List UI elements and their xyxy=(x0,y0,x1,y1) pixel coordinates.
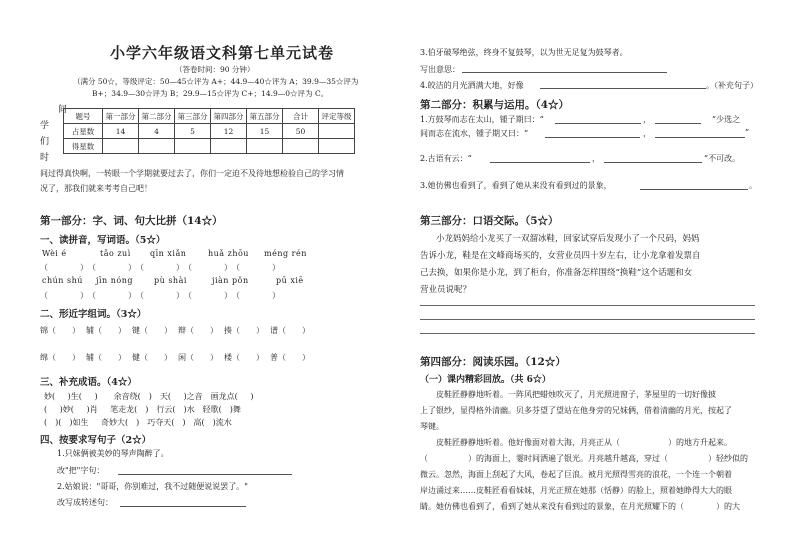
period: 。 xyxy=(749,181,757,190)
table-cell: 50 xyxy=(283,124,319,139)
part3-title: 第三部分：口语交际。（5☆） xyxy=(420,215,559,227)
reading-line5[interactable]: （ ）的海面上，霎时间洒遍了银光。月亮越升越高，穿过（ ）轻纱似的 xyxy=(420,454,748,463)
answer-line[interactable] xyxy=(540,88,706,89)
pinyin-item: méng rén xyxy=(264,249,307,258)
accum-3: 3.她仿佛也看到了，看到了她从来没有看到过的景象， xyxy=(420,181,612,190)
idiom-row3[interactable]: ( )( )如生 奇妙大( ) 巧夺天( ) 高( )流水 xyxy=(44,418,232,427)
table-header-cell: 题号 xyxy=(64,109,103,124)
sentence-2-requirement: 改写成转述句： xyxy=(57,498,113,507)
table-row-label: 占星数 xyxy=(64,124,103,139)
table-cell[interactable] xyxy=(247,139,283,154)
pinyin-item: Wèi é xyxy=(42,249,67,258)
answer-line[interactable] xyxy=(545,137,640,138)
side-char-4: 间 xyxy=(58,105,68,115)
table-cell: 14 xyxy=(103,124,139,139)
table-cell: 5 xyxy=(175,124,211,139)
near-char-row-a[interactable]: 锦（ ） 辅（ ） 键（ ） 辩（ ） 揍（ ） 谱（ ） xyxy=(40,326,310,335)
table-cell[interactable] xyxy=(139,139,175,154)
table-cell: 15 xyxy=(247,124,283,139)
answer-line[interactable] xyxy=(420,333,755,334)
page-title: 小学六年级语文科第七单元试卷 xyxy=(110,44,335,62)
accum-1d: ” xyxy=(745,128,750,137)
table-cell[interactable] xyxy=(283,139,319,154)
q3-title: 三、补充成语。（4☆） xyxy=(40,377,137,388)
oral-line2: 告诉小龙，鞋是在文峰商场买的，女营业员四十岁左右，让小龙拿着发票自 xyxy=(420,251,701,261)
score-table-header-row xyxy=(64,109,355,124)
sentence-4: 4.皎洁的月光洒满大地，好像 xyxy=(420,81,524,90)
accum-2a: 2.古语有云：“ xyxy=(420,154,472,163)
pinyin-item: qīn xiǎn xyxy=(150,249,187,258)
answer-line[interactable] xyxy=(118,474,292,475)
char: 揍 xyxy=(224,326,232,335)
eval-table-row xyxy=(64,139,355,154)
char: 闲 xyxy=(178,353,186,362)
answer-line[interactable] xyxy=(420,305,755,306)
comma: ， xyxy=(643,115,651,124)
score-table xyxy=(63,108,355,154)
side-char-3: 时 xyxy=(40,153,50,163)
char: 键 xyxy=(132,326,140,335)
intro-line1: 间过得真快啊，一转眼一个学期就要过去了，你们一定迫不及待地想检验自己的学习情 xyxy=(40,169,344,178)
accum-1b: ”少选之 xyxy=(712,115,741,124)
answer-line[interactable] xyxy=(604,162,702,163)
table-row-label: 得星数 xyxy=(64,139,103,154)
intro-line2: 况了，那我们就来考考自己吧！ xyxy=(40,184,152,193)
answer-line[interactable] xyxy=(420,319,755,320)
table-cell[interactable] xyxy=(175,139,211,154)
accum-1a: 1.方鼓琴而志在太山，锺子期曰：“ xyxy=(420,115,544,124)
part4-title: 第四部分：阅读乐园。（12☆） xyxy=(420,356,566,368)
part1-title: 第一部分：字、词、句大比拼（14☆） xyxy=(40,215,223,227)
table-header-cell: 第一部分 xyxy=(103,109,139,124)
oral-line4: 营业员说呢？ xyxy=(420,285,472,295)
char: 谱 xyxy=(270,326,278,335)
answer-line[interactable] xyxy=(462,72,667,73)
char: 锦 xyxy=(40,326,48,335)
pinyin-item: huǎ zhōu xyxy=(208,249,249,258)
pinyin-item: jīn nóng xyxy=(96,276,133,285)
sentence-3: 3.伯牙破琴绝弦，终身不复鼓琴，以为世无足复为鼓琴者。 xyxy=(420,48,628,57)
sentence-1: 1.只妹俩被美妙的琴声陶醉了。 xyxy=(57,449,169,458)
answer-line[interactable] xyxy=(655,123,701,124)
reading-line8[interactable]: 睛。她仿佛也看到了，看到了她从来没有看到过的景象，在月光照耀下的（ ）的大 xyxy=(420,502,740,511)
table-header-cell: 第四部分 xyxy=(211,109,247,124)
score-rule-line1: （满分 50☆，等级评定：50—45☆评为 A+；44.9—40☆评为 A；39.9—35☆评为 xyxy=(73,77,359,86)
comma: ， xyxy=(643,129,651,138)
near-char-row-b[interactable]: 绵（ ） 辅（ ） 健（ ） 闲（ ） 楼（ ） 普（ ） xyxy=(40,353,310,362)
answer-line[interactable] xyxy=(655,137,745,138)
table-cell[interactable] xyxy=(211,139,247,154)
char: 辩 xyxy=(178,326,186,335)
side-char-1: 学 xyxy=(40,121,50,131)
char: 辅 xyxy=(86,353,94,362)
table-cell: 4 xyxy=(139,124,175,139)
char: 普 xyxy=(270,353,278,362)
table-header-cell: 评定等级 xyxy=(319,109,355,124)
table-header-cell: 第三部分 xyxy=(175,109,211,124)
reading-line4[interactable]: 皮鞋匠静静地听着。他好像面对着大海，月亮正从（ ）的地方升起来。 xyxy=(436,438,732,447)
table-cell xyxy=(319,124,355,139)
reading-line3: 琴键。 xyxy=(420,422,444,431)
part2-title: 第二部分：积累与运用。（4☆） xyxy=(420,99,570,111)
oral-line1: 小龙妈妈给小龙买了一双溜冰鞋，回家试穿后发现小了一个尺码，妈妈 xyxy=(436,234,700,244)
table-header-cell: 合计 xyxy=(283,109,319,124)
reading-line1: 皮鞋匠静静地听着。一阵风把蜡烛吹灭了，月光照进窗子，茅屋里的一切好像披 xyxy=(436,390,716,399)
table-cell: 12 xyxy=(211,124,247,139)
answer-line[interactable] xyxy=(120,506,246,507)
answer-line[interactable] xyxy=(490,162,590,163)
table-cell[interactable] xyxy=(319,139,355,154)
accum-2b: ”不可改。 xyxy=(704,154,741,163)
sentence-1-requirement: 改"把"字句： xyxy=(57,466,105,475)
score-table-row xyxy=(64,124,355,139)
answer-brackets-row2[interactable]: （ ） （ ） （ ） （ ） （ ） xyxy=(40,291,280,300)
idiom-row1[interactable]: 妙( )生( ) 余音绕( ) 天( )之音 画龙点( ) xyxy=(44,392,254,401)
q1-title: 一、读拼音，写词语。（5☆） xyxy=(40,235,166,246)
idiom-row2[interactable]: ( )妙( )肖 笔走龙( ) 行云( )水 轻歌( )舞 xyxy=(44,405,241,414)
oral-line3: 己去换，如果你是小龙，到了柜台，你准备怎样围绕“换鞋”这个话题和女 xyxy=(420,268,693,278)
score-rule-line2: B+；34.9—30☆评为 B；29.9—15☆评为 C+；14.9—0☆评为 C。 xyxy=(92,89,329,98)
q2-title: 二、形近字组词。（3☆） xyxy=(40,309,147,320)
pinyin-item: tǎo zuì xyxy=(100,249,131,258)
pinyin-item: pù shài xyxy=(154,276,187,285)
char: 绵 xyxy=(40,353,48,362)
reading-line7: 岸边涌过来……皮鞋匠看看妹妹，月光正照在她那（恬静）的脸上，照着她睁得大大的眼 xyxy=(420,486,732,495)
char: 辅 xyxy=(86,326,94,335)
pinyin-item: jiàn pǒn xyxy=(212,276,249,285)
q4-title: 四、按要求写句子（2☆） xyxy=(40,435,152,446)
accum-1c: 间而志在流水，锺子期又曰：“ xyxy=(420,129,529,138)
pinyin-item: chún shú xyxy=(42,276,83,285)
answer-line[interactable] xyxy=(640,189,748,190)
pinyin-item: pū xiē xyxy=(276,276,304,285)
comma: ， xyxy=(592,154,600,163)
reading-line2: 上了银纱，显得格外清幽。贝多芬望了望站在他身旁的兄妹俩，借着清幽的月光，按起了 xyxy=(420,406,732,415)
answer-brackets-row1[interactable]: （ ） （ ） （ ） （ ） （ ） xyxy=(40,263,280,272)
time-note: （答卷时间：90 分钟） xyxy=(175,65,255,74)
table-header-cell: 第五部分 xyxy=(247,109,283,124)
sentence-4-requirement: 。（补充句子） xyxy=(706,81,758,90)
sentence-3-requirement: 写出意思： xyxy=(420,65,460,74)
char: 楼 xyxy=(224,353,232,362)
table-cell[interactable] xyxy=(103,139,139,154)
table-header-cell: 第二部分 xyxy=(139,109,175,124)
side-char-2: 们 xyxy=(40,137,50,147)
reading-line6: 微云。忽然，海面上刮起了大风，卷起了巨浪。被月光照得雪亮的浪花，一个连一个朝着 xyxy=(420,470,732,479)
sentence-2: 2.姑娘说："哥哥，你别难过，我不过随便说说罢了。" xyxy=(57,482,248,491)
char: 健 xyxy=(132,353,140,362)
answer-line[interactable] xyxy=(555,123,641,124)
part4-subtitle: （一）课内精彩回放。（共 6☆） xyxy=(420,375,551,385)
